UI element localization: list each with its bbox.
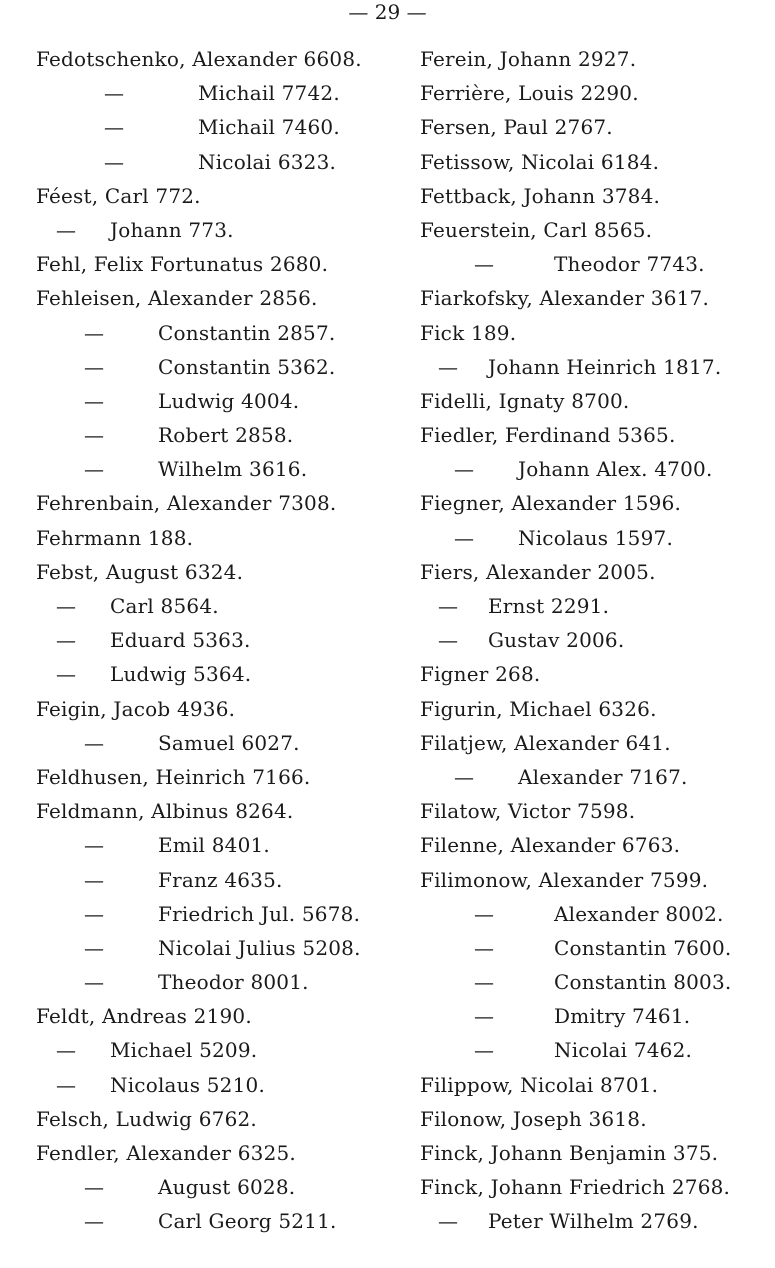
entry-text: Feigin, Jacob 4936. [36, 696, 236, 721]
page-number: — 29 — [348, 0, 427, 24]
entry-text: Alexander 7167. [518, 764, 688, 789]
entry-text: Carl 8564. [110, 594, 219, 618]
entry-text: Dmitry 7461. [554, 1004, 691, 1029]
ditto-dash: — [84, 901, 105, 926]
ditto-dash: — [56, 1072, 77, 1097]
entry-text: Constantin 5362. [158, 354, 336, 379]
ditto-dash: — [84, 833, 105, 858]
ditto-dash: — [474, 1038, 495, 1063]
index-entry [420, 350, 770, 384]
entry-text: Feuerstein, Carl 8565. [420, 217, 653, 242]
index-entry [420, 76, 770, 110]
entry-text: Fettback, Johann 3784. [420, 183, 661, 208]
index-entry [420, 692, 770, 726]
index-entry [36, 179, 406, 213]
entry-text: Fersen, Paul 2767. [420, 115, 613, 140]
ditto-dash: — [438, 628, 459, 653]
index-entry [36, 1170, 406, 1204]
entry-text: Constantin 8003. [554, 970, 732, 995]
index-entry [36, 1102, 406, 1136]
index-entry [36, 350, 406, 384]
entry-text: Filatow, Victor 7598. [420, 799, 636, 824]
entry-text: Johann Heinrich 1817. [488, 354, 722, 379]
entry-text: Fiarkofsky, Alexander 3617. [420, 286, 710, 311]
ditto-dash: — [454, 764, 475, 789]
index-entry [36, 623, 406, 657]
entry-text: Nicolai 7462. [554, 1038, 693, 1063]
index-entry [420, 863, 770, 897]
ditto-dash: — [474, 252, 495, 277]
entry-text: Fidelli, Ignaty 8700. [420, 388, 630, 413]
entry-text: Féest, Carl 772. [36, 183, 201, 208]
index-entry [420, 521, 770, 555]
index-entry [420, 794, 770, 828]
index-entry [36, 965, 406, 999]
index-entry [420, 1204, 770, 1238]
entry-text: Finck, Johann Benjamin 375. [420, 1141, 719, 1165]
index-entry [420, 760, 770, 794]
entry-text: Nicolai 6323. [198, 149, 337, 174]
entry-text: Febst, August 6324. [36, 559, 244, 584]
ditto-dash: — [454, 525, 475, 550]
entry-text: Constantin 7600. [554, 935, 732, 960]
ditto-dash: — [84, 935, 105, 960]
index-entry [420, 897, 770, 931]
ditto-dash: — [474, 935, 495, 960]
entry-text: Franz 4635. [158, 867, 283, 892]
index-entry [36, 657, 406, 691]
entry-text: Filippow, Nicolai 8701. [420, 1072, 659, 1097]
entry-text: Feldmann, Albinus 8264. [36, 799, 294, 824]
index-entry [420, 1068, 770, 1102]
index-entry [36, 726, 406, 760]
ditto-dash: — [56, 217, 77, 242]
index-entry [420, 486, 770, 520]
index-entry [36, 521, 406, 555]
index-entry [36, 486, 406, 520]
entry-text: Fehl, Felix Fortunatus 2680. [36, 252, 329, 277]
entry-text: Robert 2858. [158, 423, 294, 448]
entry-text: Feldhusen, Heinrich 7166. [36, 764, 311, 789]
entry-text: Filimonow, Alexander 7599. [420, 867, 709, 892]
index-entry [420, 1136, 770, 1170]
entry-text: Michael 5209. [110, 1038, 258, 1063]
entry-text: Fendler, Alexander 6325. [36, 1141, 296, 1165]
entry-text: Fiegner, Alexander 1596. [420, 491, 682, 516]
index-entry [420, 657, 770, 691]
ditto-dash: — [438, 354, 459, 379]
ditto-dash: — [84, 867, 105, 892]
ditto-dash: — [84, 970, 105, 995]
ditto-dash: — [104, 149, 125, 174]
left-column [36, 42, 406, 1239]
index-entry [36, 1204, 406, 1238]
index-entry [36, 452, 406, 486]
entry-text: Nicolaus 1597. [518, 525, 674, 550]
ditto-dash: — [84, 457, 105, 482]
entry-text: Johann 773. [110, 217, 234, 242]
entry-text: August 6028. [158, 1175, 296, 1200]
ditto-dash: — [454, 457, 475, 482]
entry-text: Felsch, Ludwig 6762. [36, 1106, 257, 1131]
index-entry [420, 452, 770, 486]
ditto-dash: — [84, 388, 105, 413]
entry-text: Fetissow, Nicolai 6184. [420, 149, 660, 174]
entry-text: Michail 7742. [198, 81, 340, 106]
index-entry [420, 999, 770, 1033]
entry-text: Eduard 5363. [110, 628, 251, 653]
index-entry [420, 418, 770, 452]
entry-text: Gustav 2006. [488, 628, 625, 653]
entry-text: Filatjew, Alexander 641. [420, 730, 671, 755]
entry-text: Figurin, Michael 6326. [420, 696, 657, 721]
ditto-dash: — [84, 1175, 105, 1200]
entry-text: Ernst 2291. [488, 594, 610, 618]
index-entry [36, 1033, 406, 1067]
ditto-dash: — [84, 730, 105, 755]
index-entry [420, 42, 770, 76]
entry-text: Filenne, Alexander 6763. [420, 833, 681, 858]
entry-text: Fedotschenko, Alexander 6608. [36, 47, 362, 71]
ditto-dash: — [56, 1038, 77, 1063]
index-entry [36, 384, 406, 418]
index-entry [36, 418, 406, 452]
index-entry [36, 931, 406, 965]
entry-text: Friedrich Jul. 5678. [158, 901, 361, 926]
index-entry [420, 1033, 770, 1067]
ditto-dash: — [104, 115, 125, 140]
index-entry [36, 555, 406, 589]
index-entry [420, 316, 770, 350]
ditto-dash: — [84, 320, 105, 345]
index-entry [420, 247, 770, 281]
entry-text: Wilhelm 3616. [158, 457, 308, 482]
entry-text: Samuel 6027. [158, 730, 300, 755]
entry-text: Fehrmann 188. [36, 525, 194, 550]
entry-text: Nicolaus 5210. [110, 1072, 266, 1097]
index-entry [36, 145, 406, 179]
entry-text: Ludwig 5364. [110, 662, 252, 687]
ditto-dash: — [84, 354, 105, 379]
ditto-dash: — [474, 901, 495, 926]
index-entry [36, 247, 406, 281]
index-entry [36, 76, 406, 110]
ditto-dash: — [104, 81, 125, 106]
index-entry [36, 110, 406, 144]
index-entry [420, 589, 770, 623]
entry-text: Theodor 7743. [554, 252, 705, 277]
index-entry [420, 179, 770, 213]
ditto-dash: — [56, 662, 77, 687]
entry-text: Ferein, Johann 2927. [420, 47, 637, 71]
entry-text: Ferrière, Louis 2290. [420, 81, 639, 106]
entry-text: Finck, Johann Friedrich 2768. [420, 1175, 731, 1200]
index-entry [36, 760, 406, 794]
right-column [420, 42, 770, 1239]
index-entry [36, 1136, 406, 1170]
index-entry [36, 281, 406, 315]
index-entry [420, 145, 770, 179]
index-entry [420, 726, 770, 760]
index-entry [36, 1068, 406, 1102]
index-entry [420, 213, 770, 247]
entry-text: Constantin 2857. [158, 320, 336, 345]
index-entry [420, 281, 770, 315]
entry-text: Ludwig 4004. [158, 388, 300, 413]
entry-text: Johann Alex. 4700. [518, 457, 713, 482]
entry-text: Emil 8401. [158, 833, 270, 858]
index-entry [420, 623, 770, 657]
ditto-dash: — [474, 970, 495, 995]
entry-text: Fiedler, Ferdinand 5365. [420, 423, 676, 448]
index-entry [36, 999, 406, 1033]
entry-text: Alexander 8002. [554, 901, 724, 926]
entry-text: Michail 7460. [198, 115, 340, 140]
entry-text: Feldt, Andreas 2190. [36, 1004, 252, 1029]
ditto-dash: — [84, 423, 105, 448]
index-entry [36, 863, 406, 897]
index-entry [36, 692, 406, 726]
entry-text: Peter Wilhelm 2769. [488, 1209, 699, 1234]
index-entry [36, 794, 406, 828]
index-entry [420, 110, 770, 144]
index-entry [420, 555, 770, 589]
ditto-dash: — [438, 1209, 459, 1234]
index-entry [420, 1102, 770, 1136]
index-entry [420, 931, 770, 965]
ditto-dash: — [56, 594, 77, 618]
index-entry [36, 42, 406, 76]
entry-text: Filonow, Joseph 3618. [420, 1106, 647, 1131]
index-entry [420, 965, 770, 999]
entry-text: Fehrenbain, Alexander 7308. [36, 491, 337, 516]
entry-text: Theodor 8001. [158, 970, 309, 995]
index-entry [36, 316, 406, 350]
entry-text: Fiers, Alexander 2005. [420, 559, 656, 584]
index-entry [36, 897, 406, 931]
ditto-dash: — [84, 1209, 105, 1234]
index-entry [420, 828, 770, 862]
ditto-dash: — [438, 594, 459, 618]
entry-text: Fick 189. [420, 320, 517, 345]
index-entry [36, 828, 406, 862]
entry-text: Fehleisen, Alexander 2856. [36, 286, 318, 311]
entry-text: Nicolai Julius 5208. [158, 935, 361, 960]
index-entry [420, 384, 770, 418]
ditto-dash: — [56, 628, 77, 653]
index-entry [36, 213, 406, 247]
entry-text: Carl Georg 5211. [158, 1209, 337, 1234]
entry-text: Figner 268. [420, 662, 541, 687]
ditto-dash: — [474, 1004, 495, 1029]
index-entry [420, 1170, 770, 1204]
index-entry [36, 589, 406, 623]
